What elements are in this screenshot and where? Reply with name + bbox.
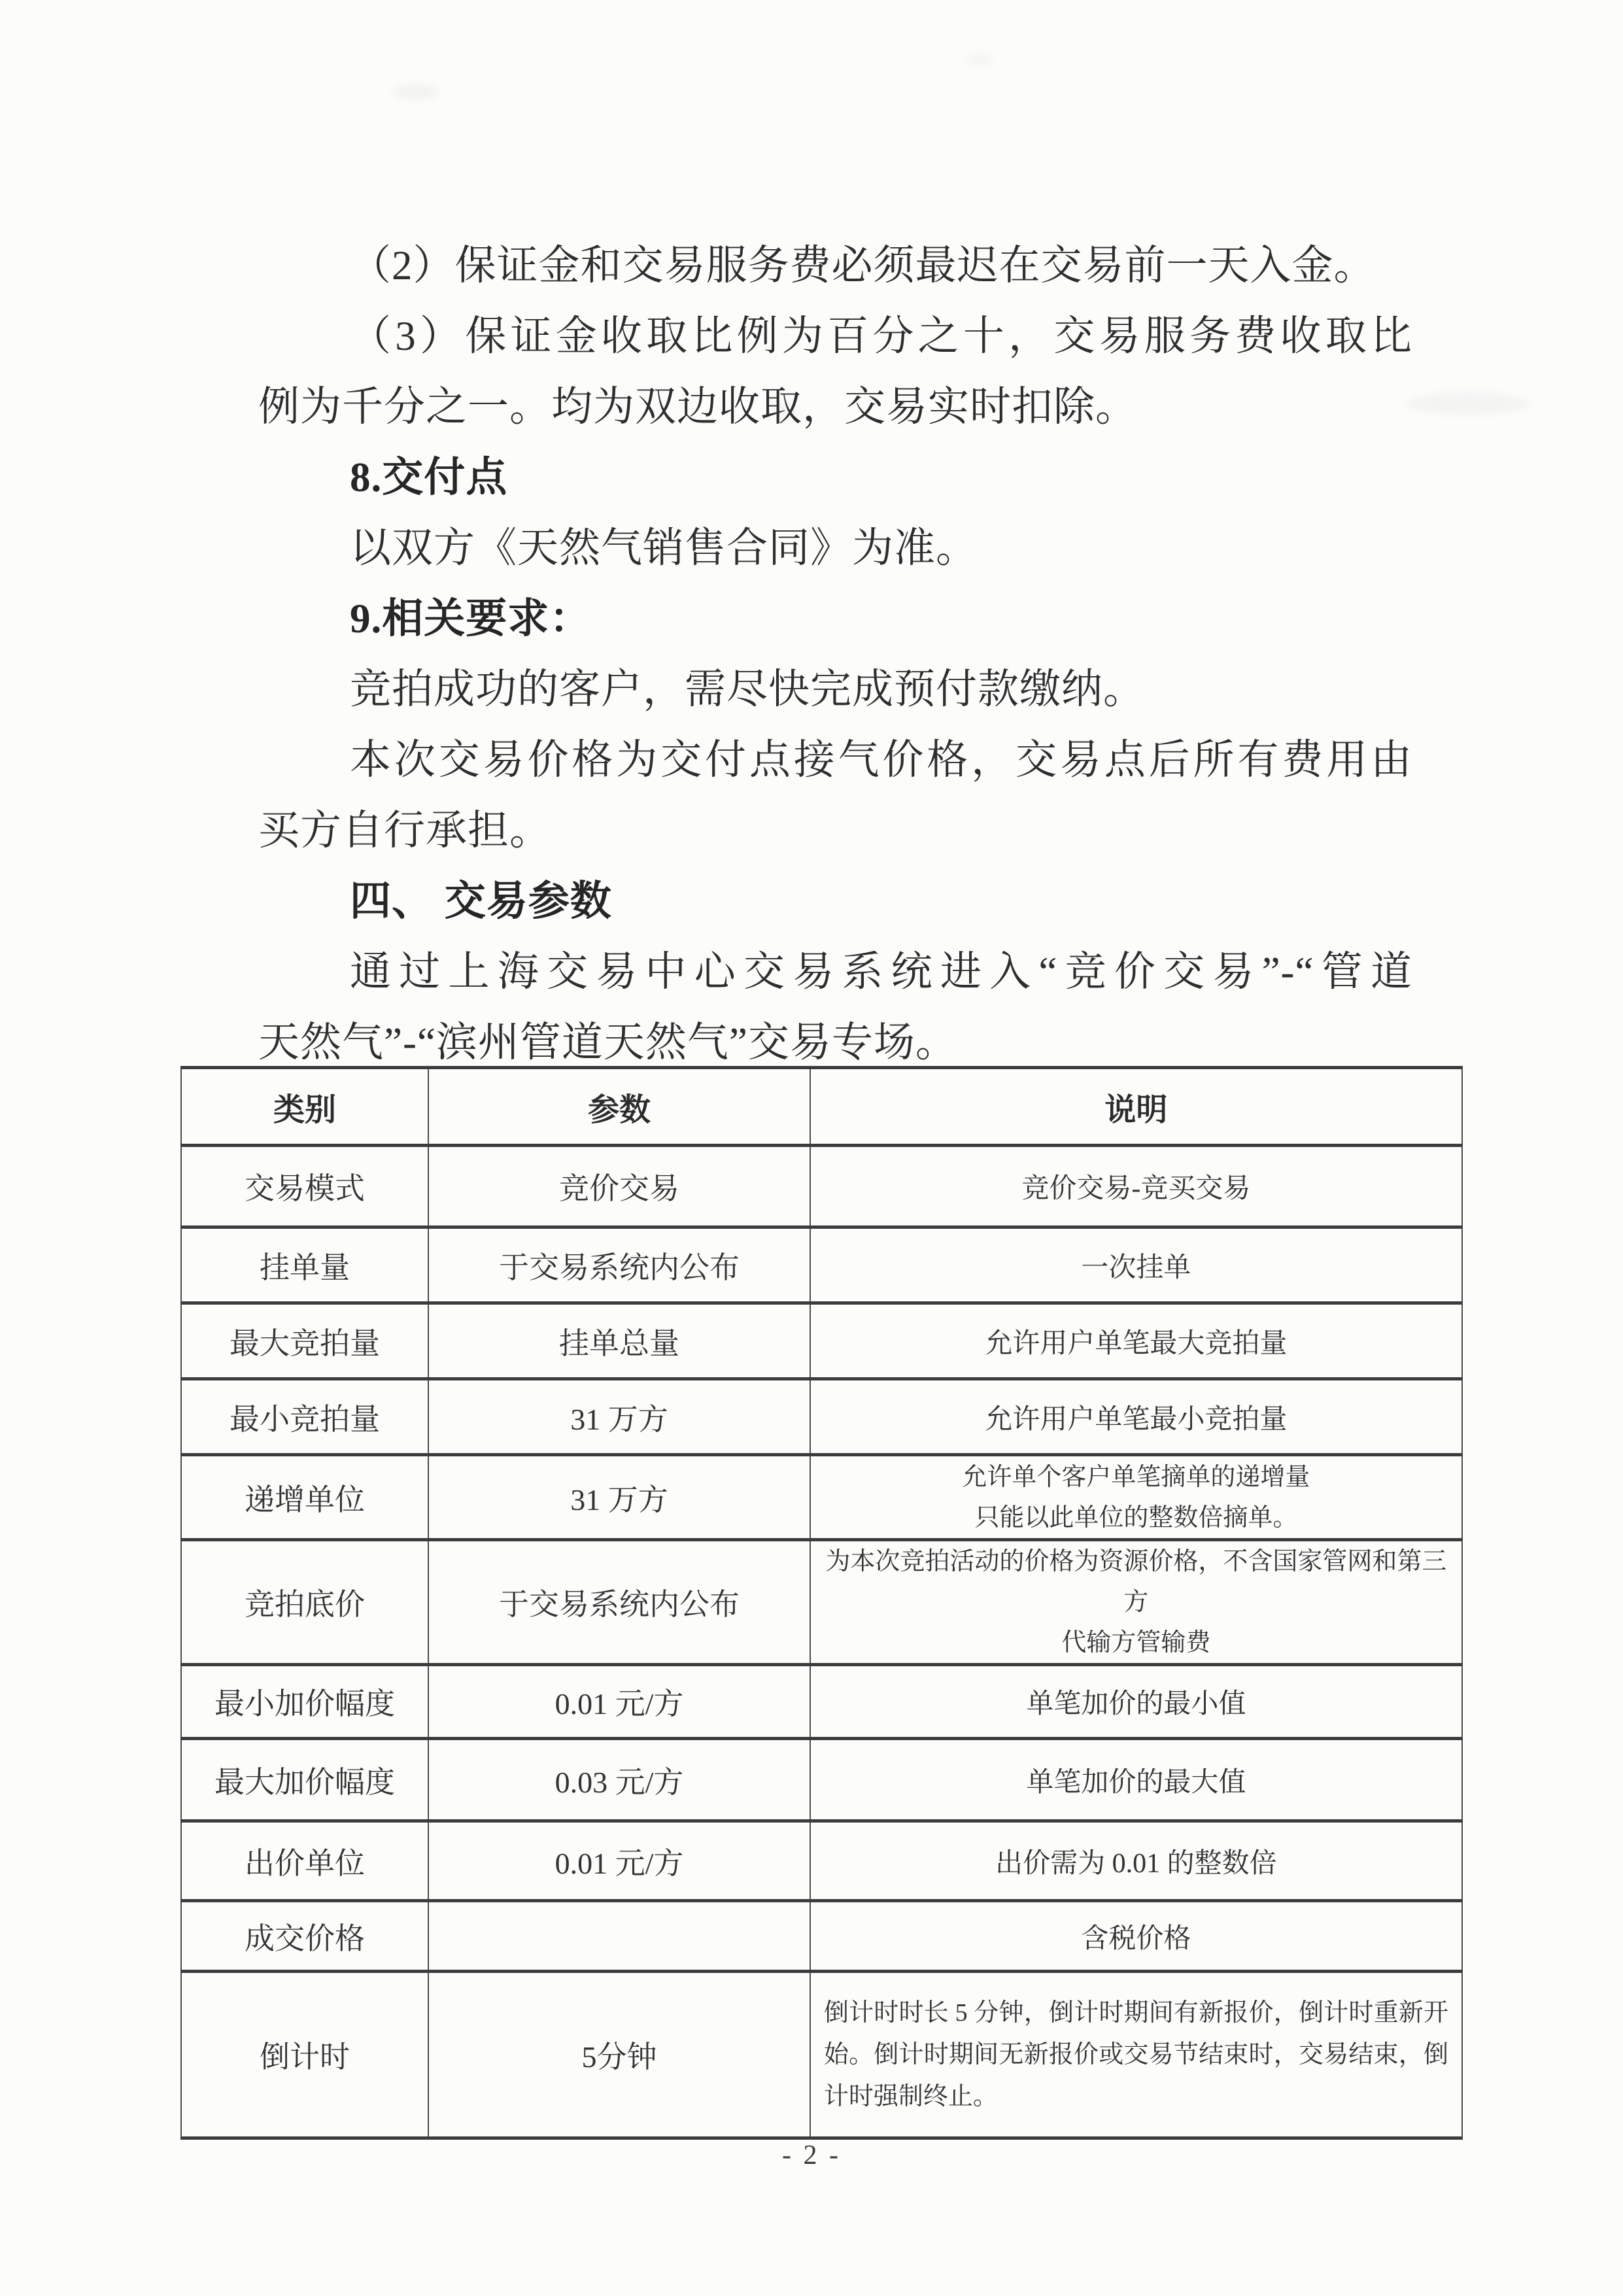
table-row (181, 1739, 1462, 1821)
trading-parameters-table (180, 1066, 1463, 2140)
cell-category: 挂单量 (181, 1227, 428, 1303)
body-text-line: 竞拍成功的客户，需尽快完成预付款缴纳。 (350, 666, 1145, 712)
table-row (181, 1146, 1462, 1227)
body-text (258, 230, 1412, 1078)
cell-category: 成交价格 (181, 1901, 428, 1972)
scan-smudge (392, 85, 438, 99)
cell-description: 允许用户单笔最大竞拍量 (810, 1303, 1462, 1379)
cell-description: 出价需为 0.01 的整数倍 (810, 1821, 1462, 1901)
cell-description: 单笔加价的最小值 (810, 1665, 1462, 1739)
cell-parameter: 0.01 元/方 (428, 1665, 810, 1739)
cell-category: 最小加价幅度 (181, 1665, 428, 1739)
cell-parameter: 31 万方 (428, 1379, 810, 1455)
cell-category: 竞拍底价 (181, 1540, 428, 1665)
cell-description: 含税价格 (810, 1901, 1462, 1972)
cell-category: 递增单位 (181, 1455, 428, 1540)
body-text-line: 以双方《天然气销售合同》为准。 (350, 525, 978, 571)
cell-description: 竞价交易-竞买交易 (810, 1146, 1462, 1227)
cell-parameter: 于交易系统内公布 (428, 1227, 810, 1303)
cell-parameter: 31 万方 (428, 1455, 810, 1540)
body-text-line: 天然气”-“滨州管道天然气”交易专场。 (258, 1019, 957, 1065)
table-row (181, 1227, 1462, 1303)
scan-smudge (968, 55, 991, 64)
header-description: 说明 (810, 1068, 1462, 1146)
cell-parameter: 竞价交易 (428, 1146, 810, 1227)
scan-smudge (1406, 392, 1530, 415)
cell-category: 出价单位 (181, 1821, 428, 1901)
cell-category: 倒计时 (181, 1972, 428, 2138)
cell-category: 最大竞拍量 (181, 1303, 428, 1379)
body-heading-line: 8.交付点 (350, 454, 508, 500)
cell-parameter: 挂单总量 (428, 1303, 810, 1379)
table-row (181, 1303, 1462, 1379)
table-row (181, 1540, 1462, 1665)
table-row (181, 1379, 1462, 1455)
body-text-line: （2）保证金和交易服务费必须最迟在交易前一天入金。 (350, 243, 1376, 288)
cell-description: 为本次竞拍活动的价格为资源价格，不含国家管网和第三方 代输方管输费 (810, 1540, 1462, 1665)
header-category: 类别 (181, 1068, 428, 1146)
cell-description: 一次挂单 (810, 1227, 1462, 1303)
table-row (181, 1901, 1462, 1972)
cell-parameter: 于交易系统内公布 (428, 1540, 810, 1665)
body-text-line: 买方自行承担。 (258, 808, 551, 853)
table-row (181, 1665, 1462, 1739)
cell-category: 最大加价幅度 (181, 1739, 428, 1821)
cell-parameter: 0.03 元/方 (428, 1739, 810, 1821)
body-heading-line: 四、 交易参数 (350, 878, 612, 924)
table-header-row (181, 1068, 1462, 1146)
page-number: - 2 - (782, 2140, 841, 2170)
cell-description: 单笔加价的最大值 (810, 1739, 1462, 1821)
table-row (181, 1455, 1462, 1540)
body-text-line: （3）保证金收取比例为百分之十，交易服务费收取比 (350, 313, 1412, 359)
body-text-line: 例为千分之一。均为双边收取，交易实时扣除。 (258, 384, 1137, 430)
cell-parameter (428, 1901, 810, 1972)
cell-description: 允许单个客户单笔摘单的递增量 只能以此单位的整数倍摘单。 (810, 1455, 1462, 1540)
body-text-line: 通过上海交易中心交易系统进入“竞价交易”-“管道 (350, 949, 1412, 995)
cell-category: 交易模式 (181, 1146, 428, 1227)
cell-category: 最小竞拍量 (181, 1379, 428, 1455)
body-heading-line: 9.相关要求： (350, 596, 592, 642)
table-row (181, 1972, 1462, 2138)
cell-parameter: 0.01 元/方 (428, 1821, 810, 1901)
table-row (181, 1821, 1462, 1901)
cell-parameter: 5分钟 (428, 1972, 810, 2138)
cell-description: 允许用户单笔最小竞拍量 (810, 1379, 1462, 1455)
header-parameter: 参数 (428, 1068, 810, 1146)
body-text-line: 本次交易价格为交付点接气价格，交易点后所有费用由 (350, 737, 1412, 783)
cell-description: 倒计时时长 5 分钟，倒计时期间有新报价，倒计时重新开始。倒计时期间无新报价或交易节结束时，交易结束，倒计时强制终止。 (810, 1972, 1462, 2138)
